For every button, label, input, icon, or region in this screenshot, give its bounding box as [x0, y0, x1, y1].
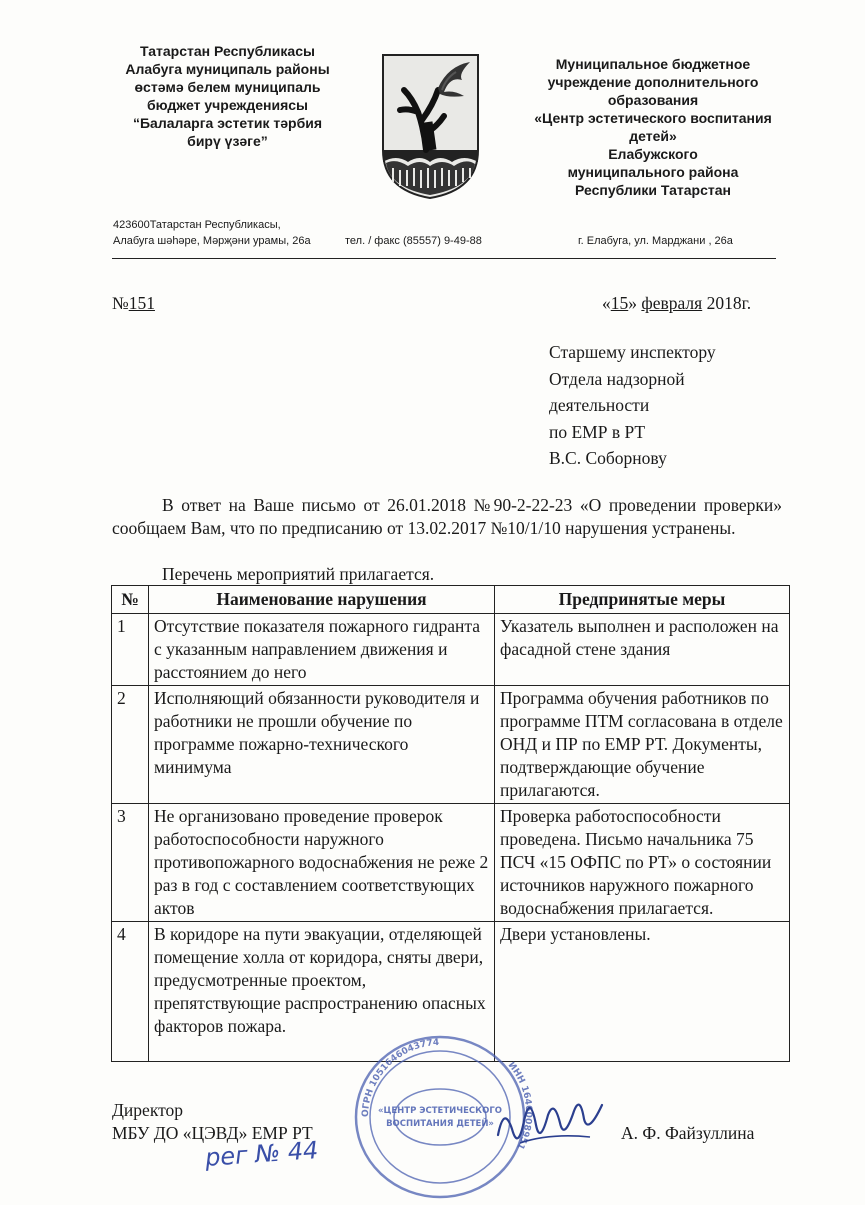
addressee-line: деятельности [549, 395, 650, 415]
stamp-ogrn: ОГРН 1051646043774 [360, 1037, 440, 1118]
row-measure: Указатель выполнен и расположен на фасадной стене здания [495, 614, 790, 686]
number-value: 151 [128, 293, 155, 313]
date-open-quote: « [602, 293, 611, 313]
address-right: г. Елабуга, ул. Марджани , 26а [578, 235, 733, 247]
table-row [112, 804, 790, 922]
row-number: 4 [112, 922, 149, 1062]
address-left-1: 423600Татарстан Республикасы, [113, 219, 281, 231]
handwritten-signature-icon [490, 1085, 610, 1165]
handwritten-registration-note: рег № 44 [204, 1136, 320, 1172]
col-header-measure: Предпринятые меры [495, 586, 790, 614]
stamp-center-1: «ЦЕНТР ЭСТЕТИЧЕСКОГО [377, 1106, 503, 1116]
measures-table [111, 585, 790, 1062]
date-year: 2018г. [706, 293, 752, 313]
row-measure: Программа обучения работников по программе ПТМ согласована в отделе ОНД и ПР по ЕМР РТ. Документы, подтверждающие обучение прилагаются. [495, 686, 790, 804]
right-org-line: Муниципальное бюджетное [555, 56, 751, 72]
row-violation: Отсутствие показателя пожарного гидранта с указанным направлением движения и расстоянием до него [149, 614, 495, 686]
coat-of-arms-icon [378, 50, 483, 200]
row-measure: Проверка работоспособности проведена. Письмо начальника 75 ПСЧ «15 ОФПС по РТ» о состоянии источников наружного пожарного водоснабжения прилагается. [495, 804, 790, 922]
addressee-line: Отдела надзорной [549, 368, 685, 389]
table-row [112, 686, 790, 804]
row-violation: Исполняющий обязанности руководителя и работники не прошли обучение по программе пожарно-технического минимума [149, 686, 495, 804]
letter-date [602, 292, 751, 315]
address-left-2: Алабуга шәһәре, Мәрҗәни урамы, 26а [113, 235, 311, 247]
row-violation: В коридоре на пути эвакуации, отделяющей помещение холла от коридора, сняты двери, предусмотренные проектом, препятствующие распространению опасных факторов пожара. [149, 922, 495, 1062]
addressee-line: по ЕМР в РТ [549, 421, 646, 442]
right-org-line: образования [607, 92, 699, 108]
left-org-line: “Балаларга эстетик тәрбия [132, 115, 323, 131]
addressee-line: Старшему инспектору [549, 342, 716, 362]
date-close-quote: » [628, 293, 637, 313]
left-org-line: бюджет учреждениясы [146, 97, 309, 113]
left-org-line: Татарстан Республикасы [140, 43, 315, 59]
body-paragraph: В ответ на Ваше письмо от 26.01.2018 №90-2-22-23 «О проведении проверки» сообщаем Вам, что по предписанию от 13.02.2017 №10/1/10 нарушения устранены. [112, 495, 782, 538]
right-org-line: учреждение дополнительного [547, 74, 759, 90]
right-org-line: Республики Татарстан [575, 182, 731, 198]
right-org-line: «Центр эстетического воспитания [534, 110, 772, 126]
row-number: 1 [112, 614, 149, 686]
header-divider [112, 258, 776, 259]
signer-title-line: Директор [112, 1100, 184, 1120]
row-number: 2 [112, 686, 149, 804]
row-violation: Не организовано проведение проверок работоспособности наружного противопожарного водоснабжения не реже 2 раз в год с составлением соответствующих актов [149, 804, 495, 922]
col-header-number: № [112, 586, 149, 614]
table-row [112, 614, 790, 686]
letter-number [112, 292, 155, 315]
phone-fax: тел. / факс (85557) 9-49-88 [345, 235, 482, 247]
header-left-org [95, 42, 360, 150]
stamp-center-2: ВОСПИТАНИЯ ДЕТЕЙ» [386, 1119, 494, 1129]
left-org-line: өстәмә белем муниципаль [134, 79, 321, 95]
left-org-line: Алабуга муниципаль районы [125, 61, 330, 77]
addressee [549, 339, 716, 472]
header-right-org [508, 55, 798, 199]
right-org-line: Елабужского [608, 146, 698, 162]
row-measure: Двери установлены. [495, 922, 790, 1062]
right-org-line: детей» [629, 128, 677, 144]
addressee-line: В.С. Соборнову [549, 448, 667, 468]
table-header-row [112, 586, 790, 614]
signer-name: А. Ф. Файзуллина [621, 1123, 755, 1143]
attachment-note: Перечень мероприятий прилагается. [162, 564, 435, 584]
stamp-inn: ИНН 1646008951 [505, 1060, 534, 1151]
left-org-line: бирү үзәге” [187, 133, 268, 149]
right-org-line: муниципального района [567, 164, 739, 180]
signer-title-line: МБУ ДО «ЦЭВД» ЕМР РТ [112, 1123, 313, 1143]
number-prefix: № [112, 293, 129, 313]
date-month: февраля [641, 293, 703, 313]
date-day: 15 [610, 293, 629, 313]
row-number: 3 [112, 804, 149, 922]
col-header-violation: Наименование нарушения [149, 586, 495, 614]
